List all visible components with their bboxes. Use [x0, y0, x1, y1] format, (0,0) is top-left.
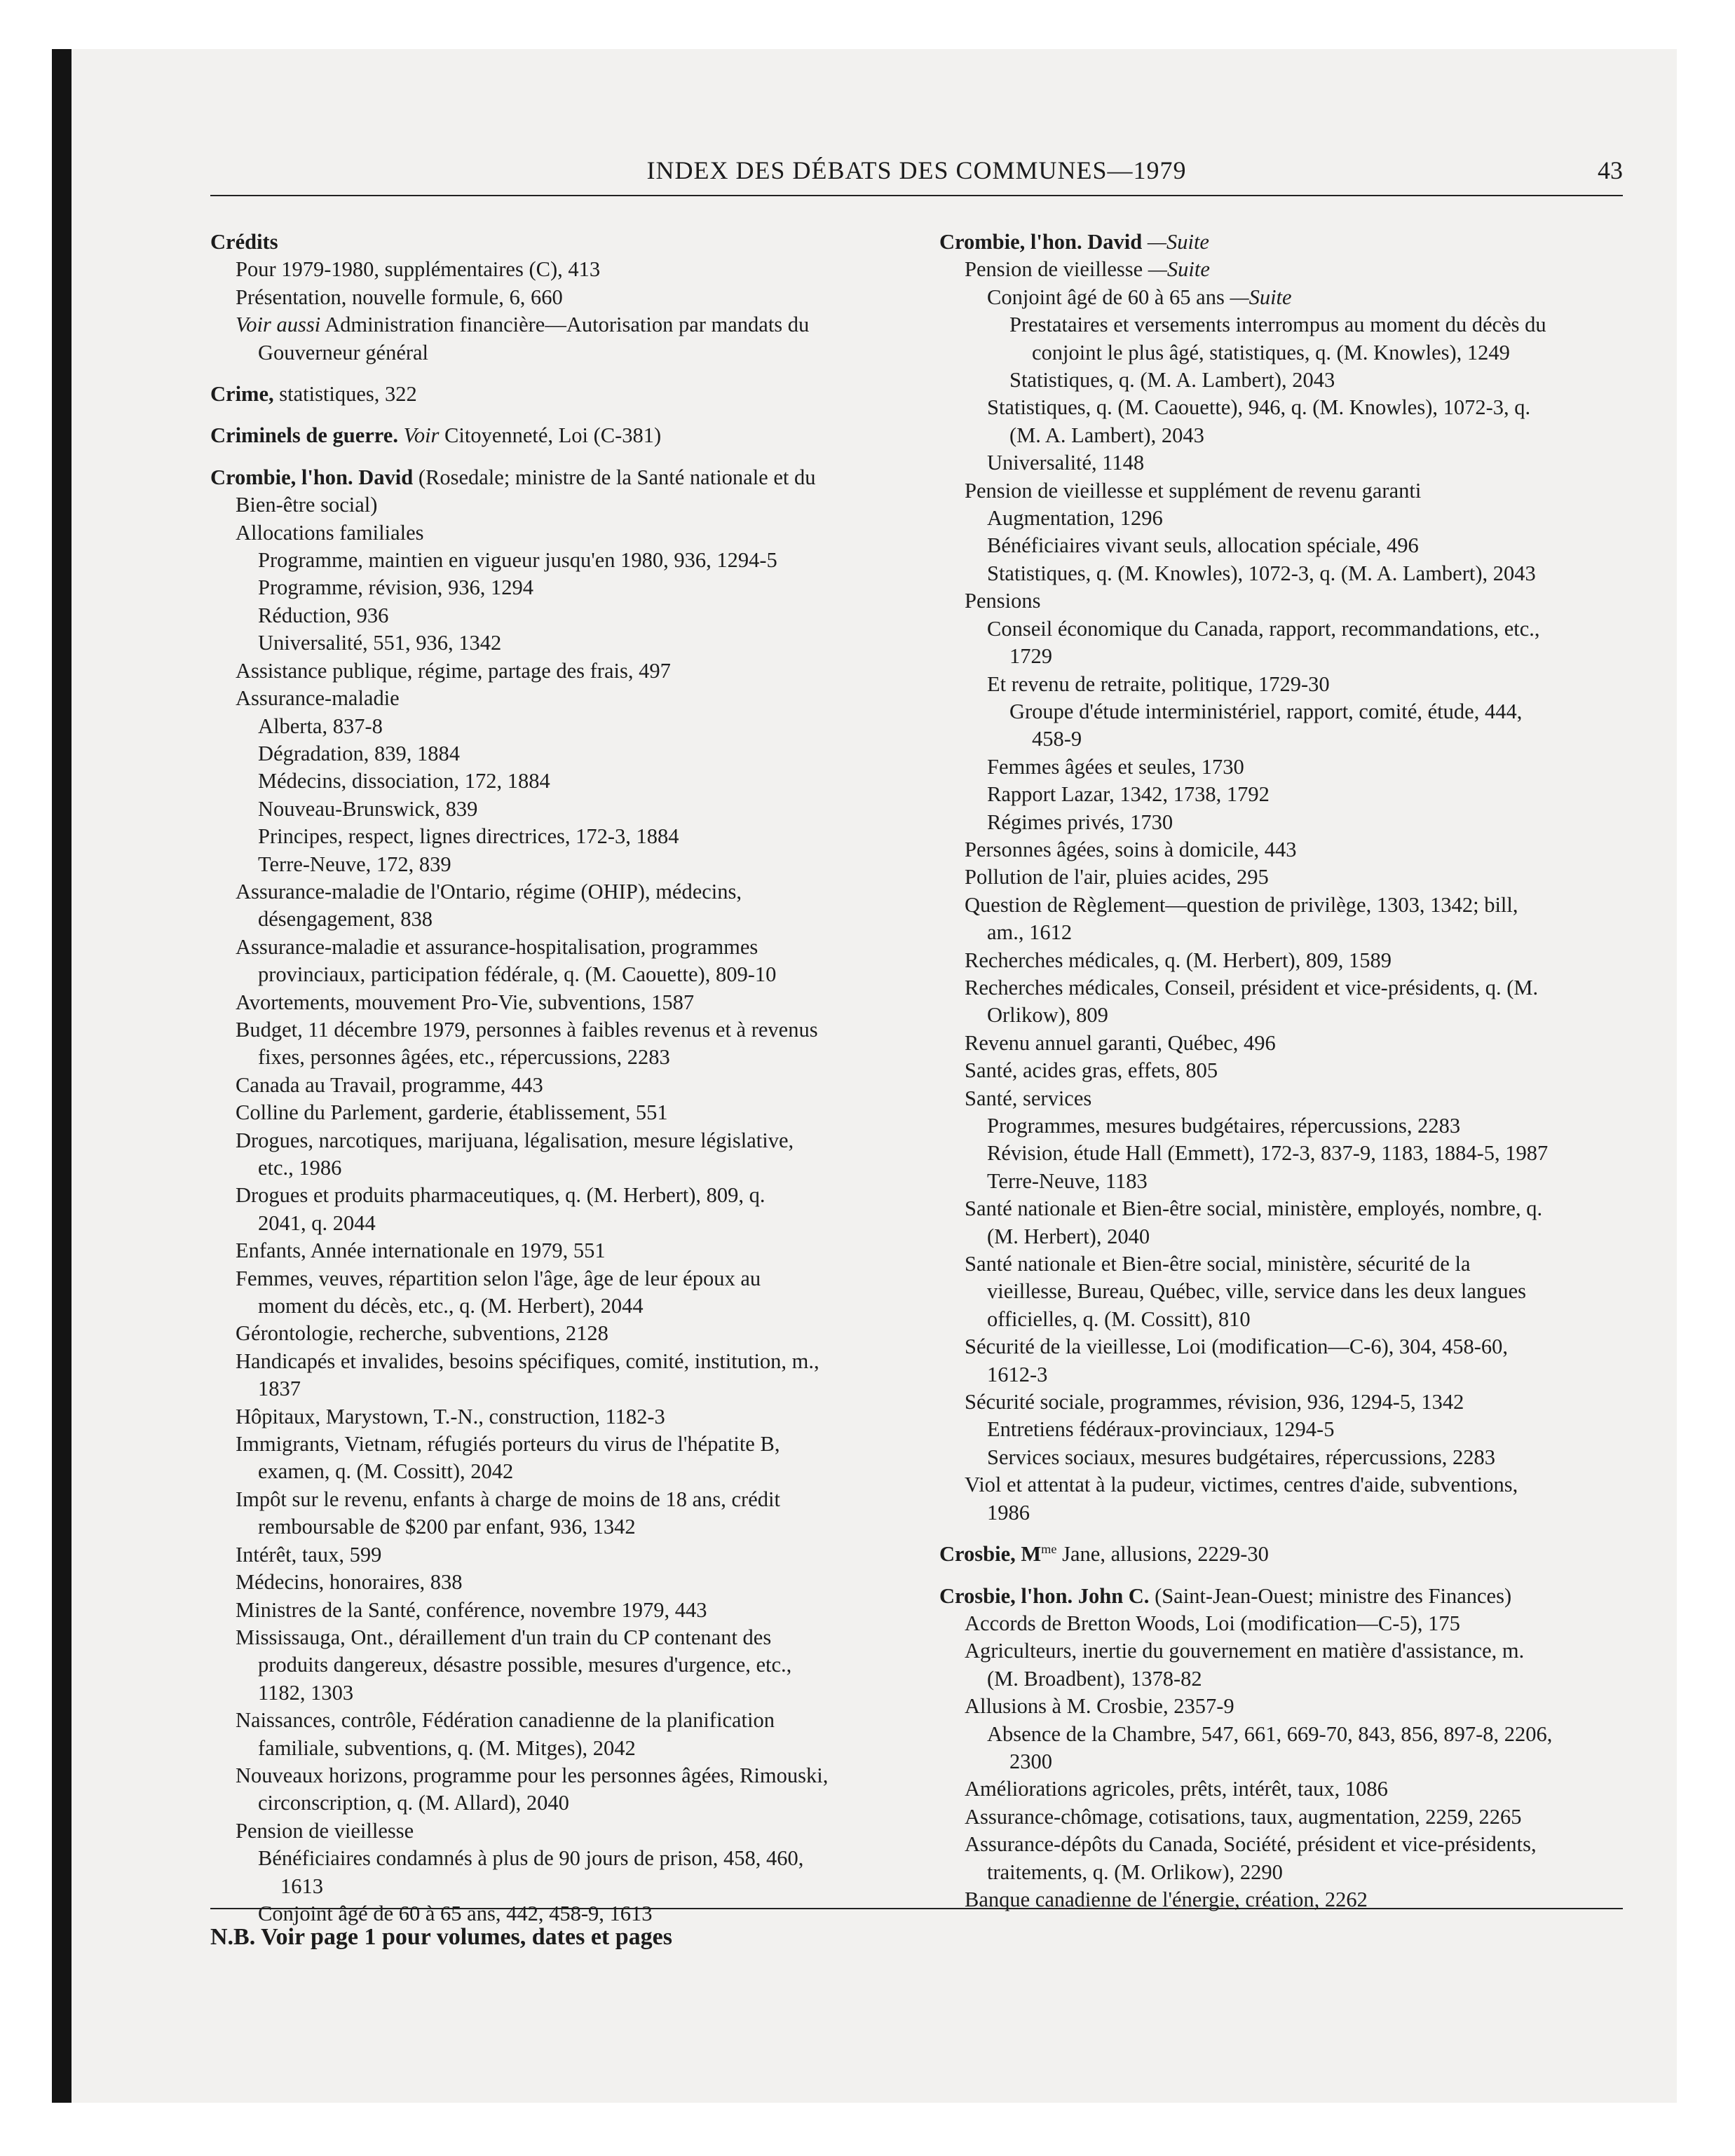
page-header	[210, 156, 1623, 198]
index-subentry: Canada au Travail, programme, 443	[236, 1072, 543, 1097]
index-continuation: 1729	[1009, 644, 1052, 669]
index-subentry: Bénéficiaires vivant seuls, allocation spéciale, 496	[987, 533, 1419, 558]
index-subentry: Santé, services	[965, 1086, 1092, 1110]
index-subentry: Entretiens fédéraux-provinciaux, 1294-5	[987, 1417, 1335, 1442]
index-heading: Crosbie, l'hon. John C. (Saint-Jean-Ouest; ministre des Finances)	[939, 1583, 1512, 1608]
index-subentry: Drogues, narcotiques, marijuana, légalisation, mesure législative,	[236, 1128, 794, 1152]
index-continuation: 1837	[258, 1377, 301, 1401]
voir-aussi: Voir aussi	[236, 313, 321, 337]
index-subentry: Viol et attentat à la pudeur, victimes, centres d'aide, subventions,	[965, 1473, 1518, 1497]
index-subentry: Avortements, mouvement Pro-Vie, subventions, 1587	[236, 990, 695, 1014]
index-subentry: Ministres de la Santé, conférence, novembre 1979, 443	[236, 1597, 707, 1622]
index-subentry: Immigrants, Vietnam, réfugiés porteurs du virus de l'hépatite B,	[236, 1432, 780, 1456]
index-subentry: Pension de vieillesse —Suite	[965, 257, 1210, 282]
index-subentry: Statistiques, q. (M. A. Lambert), 2043	[1009, 368, 1335, 393]
index-subentry: Nouveau-Brunswick, 839	[258, 796, 478, 821]
index-subentry: Alberta, 837-8	[258, 714, 383, 738]
index-subentry: Drogues et produits pharmaceutiques, q. (M. Herbert), 809, q.	[236, 1183, 766, 1208]
index-subentry: Programmes, mesures budgétaires, répercussions, 2283	[987, 1114, 1461, 1138]
index-continuation: 2041, q. 2044	[258, 1210, 376, 1235]
index-subentry: Pensions	[965, 589, 1041, 613]
index-subentry: Assurance-maladie et assurance-hospitalisation, programmes	[236, 934, 758, 959]
index-column-right	[939, 228, 1626, 1913]
index-subentry: Révision, étude Hall (Emmett), 172-3, 837-9, 1183, 1884-5, 1987	[987, 1141, 1549, 1166]
index-subentry: Pour 1979-1980, supplémentaires (C), 413	[236, 257, 601, 282]
index-subentry: Assurance-maladie	[236, 686, 400, 711]
index-continuation: 2300	[1009, 1749, 1052, 1773]
index-subentry: Universalité, 551, 936, 1342	[258, 631, 502, 655]
index-heading: Crombie, l'hon. David —Suite	[939, 230, 1209, 254]
index-subentry: Budget, 11 décembre 1979, personnes à faibles revenus et à revenus	[236, 1017, 818, 1042]
index-subentry: Hôpitaux, Marystown, T.-N., construction, 1182-3	[236, 1404, 665, 1428]
index-subentry: Enfants, Année internationale en 1979, 551	[236, 1239, 606, 1263]
index-continuation: produits dangereux, désastre possible, mesures d'urgence, etc.,	[258, 1653, 792, 1677]
index-subentry: Question de Règlement—question de privilège, 1303, 1342; bill,	[965, 892, 1518, 917]
index-continuation: remboursable de $200 par enfant, 936, 1342	[258, 1515, 636, 1539]
index-continuation: familiale, subventions, q. (M. Mitges), 2042	[258, 1735, 636, 1760]
index-subentry: Assurance-dépôts du Canada, Société, président et vice-présidents,	[965, 1832, 1537, 1857]
index-subentry: Augmentation, 1296	[987, 506, 1163, 531]
index-subentry: Intérêt, taux, 599	[236, 1542, 382, 1567]
index-subentry: Terre-Neuve, 172, 839	[258, 852, 451, 876]
index-heading: Criminels de guerre. Voir Citoyenneté, Loi (C-381)	[210, 423, 662, 448]
index-subentry: Assurance-chômage, cotisations, taux, augmentation, 2259, 2265	[965, 1804, 1522, 1829]
index-subentry: Et revenu de retraite, politique, 1729-30	[987, 671, 1330, 696]
index-continuation: vieillesse, Bureau, Québec, ville, service dans les deux langues	[987, 1279, 1527, 1304]
index-continuation: examen, q. (M. Cossitt), 2042	[258, 1459, 514, 1484]
index-continuation: Orlikow), 809	[987, 1003, 1108, 1028]
index-continuation: etc., 1986	[258, 1156, 342, 1180]
index-subentry: Bénéficiaires condamnés à plus de 90 jours de prison, 458, 460,	[258, 1846, 804, 1871]
index-subentry: Pension de vieillesse et supplément de revenu garanti	[965, 478, 1422, 503]
index-continuation: (M. Herbert), 2040	[987, 1224, 1150, 1248]
scan-edge	[52, 49, 72, 2103]
index-subentry: Pension de vieillesse	[236, 1818, 414, 1843]
index-continuation: moment du décès, etc., q. (M. Herbert), 2044	[258, 1294, 644, 1318]
index-continuation: circonscription, q. (M. Allard), 2040	[258, 1791, 569, 1815]
index-subentry: Naissances, contrôle, Fédération canadienne de la planification	[236, 1708, 775, 1733]
index-continuation: Gouverneur général	[258, 340, 429, 364]
index-subentry: Allusions à M. Crosbie, 2357-9	[965, 1694, 1234, 1719]
index-subentry: Médecins, dissociation, 172, 1884	[258, 769, 550, 793]
index-subentry: Services sociaux, mesures budgétaires, répercussions, 2283	[987, 1445, 1496, 1469]
index-column-left	[210, 228, 911, 1928]
index-subentry: Absence de la Chambre, 547, 661, 669-70, 843, 856, 897-8, 2206,	[987, 1721, 1553, 1746]
index-subentry: Prestataires et versements interrompus au moment du décès du	[1009, 313, 1546, 337]
index-subentry: Programme, maintien en vigueur jusqu'en 1980, 936, 1294-5	[258, 548, 777, 573]
index-subentry: Mississauga, Ont., déraillement d'un train du CP contenant des	[236, 1625, 772, 1649]
index-continuation: 1612-3	[987, 1362, 1048, 1386]
index-continuation: 458-9	[1032, 727, 1082, 751]
index-subentry: Statistiques, q. (M. Knowles), 1072-3, q. (M. A. Lambert), 2043	[987, 561, 1536, 585]
index-continuation: 1613	[280, 1874, 323, 1898]
index-heading: Crime, statistiques, 322	[210, 382, 417, 407]
index-subentry: Conjoint âgé de 60 à 65 ans, 442, 458-9, 1613	[258, 1901, 653, 1925]
index-subentry: Recherches médicales, q. (M. Herbert), 809, 1589	[965, 948, 1392, 972]
index-subentry: Réduction, 936	[258, 603, 389, 627]
index-subentry: Statistiques, q. (M. Caouette), 946, q. (M. Knowles), 1072-3, q.	[987, 395, 1531, 420]
index-subentry: Revenu annuel garanti, Québec, 496	[965, 1030, 1276, 1055]
index-subentry: Agriculteurs, inertie du gouvernement en matière d'assistance, m.	[965, 1639, 1525, 1663]
index-subentry: Femmes, veuves, répartition selon l'âge, âge de leur époux au	[236, 1266, 761, 1290]
index-subentry: Handicapés et invalides, besoins spécifiques, comité, institution, m.,	[236, 1349, 819, 1373]
index-subentry: Femmes âgées et seules, 1730	[987, 754, 1244, 779]
index-subentry: Programme, révision, 936, 1294	[258, 575, 534, 600]
index-continuation: (M. Broadbent), 1378-82	[987, 1666, 1202, 1691]
index-heading: Crombie, l'hon. David (Rosedale; ministre de la Santé nationale et du	[210, 465, 816, 489]
index-continuation: traitements, q. (M. Orlikow), 2290	[987, 1860, 1283, 1884]
index-subentry: Régimes privés, 1730	[987, 810, 1173, 834]
index-subentry: Dégradation, 839, 1884	[258, 741, 460, 765]
index-subentry: Universalité, 1148	[987, 451, 1145, 475]
index-subentry: Allocations familiales	[236, 520, 424, 545]
index-continuation: am., 1612	[987, 920, 1073, 945]
index-subentry: Groupe d'étude interministériel, rapport, comité, étude, 444,	[1009, 699, 1523, 723]
index-subentry: Pollution de l'air, pluies acides, 295	[965, 865, 1269, 889]
index-continuation: 1182, 1303	[258, 1680, 354, 1705]
index-continuation: 1986	[987, 1500, 1030, 1524]
index-subentry: Santé nationale et Bien-être social, ministère, sécurité de la	[965, 1252, 1471, 1276]
footer-note: N.B. Voir page 1 pour volumes, dates et pages	[210, 1924, 672, 1950]
index-continuation: provinciaux, participation fédérale, q. (M. Caouette), 809-10	[258, 962, 777, 987]
index-continuation: Bien-être social)	[236, 493, 378, 517]
index-subentry: Médecins, honoraires, 838	[236, 1570, 463, 1595]
index-subentry: Rapport Lazar, 1342, 1738, 1792	[987, 782, 1270, 807]
index-subentry: Terre-Neuve, 1183	[987, 1168, 1148, 1193]
index-subentry: Impôt sur le revenu, enfants à charge de moins de 18 ans, crédit	[236, 1487, 780, 1511]
index-subentry: Présentation, nouvelle formule, 6, 660	[236, 285, 563, 309]
header-rule	[210, 195, 1623, 196]
index-continuation: (M. A. Lambert), 2043	[1009, 423, 1204, 447]
index-subentry: Santé nationale et Bien-être social, ministère, employés, nombre, q.	[965, 1196, 1543, 1221]
index-subentry: Conjoint âgé de 60 à 65 ans —Suite	[987, 285, 1292, 309]
index-subentry: Accords de Bretton Woods, Loi (modification—C-5), 175	[965, 1611, 1460, 1635]
index-subentry: Sécurité de la vieillesse, Loi (modification—C-6), 304, 458-60,	[965, 1335, 1509, 1359]
page-number: 43	[1598, 156, 1623, 184]
index-continuation: désengagement, 838	[258, 907, 433, 932]
index-heading: Crédits	[210, 230, 278, 254]
index-subentry: Conseil économique du Canada, rapport, recommandations, etc.,	[987, 616, 1540, 641]
index-continuation: fixes, personnes âgées, etc., répercussions, 2283	[258, 1045, 670, 1070]
index-subentry: Banque canadienne de l'énergie, création, 2262	[965, 1887, 1368, 1911]
index-continuation: conjoint le plus âgé, statistiques, q. (M. Knowles), 1249	[1032, 340, 1510, 364]
index-subentry: Santé, acides gras, effets, 805	[965, 1058, 1218, 1083]
index-subentry: Assistance publique, régime, partage des frais, 497	[236, 658, 671, 683]
index-continuation: officielles, q. (M. Cossitt), 810	[987, 1306, 1251, 1331]
index-subentry: Sécurité sociale, programmes, révision, 936, 1294-5, 1342	[965, 1390, 1464, 1414]
header-title: INDEX DES DÉBATS DES COMMUNES—1979	[646, 156, 1187, 184]
index-subentry: Recherches médicales, Conseil, président et vice-présidents, q. (M.	[965, 975, 1539, 999]
index-subentry: Personnes âgées, soins à domicile, 443	[965, 837, 1297, 861]
index-subentry: Gérontologie, recherche, subventions, 2128	[236, 1321, 608, 1346]
index-subentry: Assurance-maladie de l'Ontario, régime (OHIP), médecins,	[236, 879, 742, 903]
index-subentry: Principes, respect, lignes directrices, 172-3, 1884	[258, 824, 679, 849]
index-subentry: Améliorations agricoles, prêts, intérêt, taux, 1086	[965, 1777, 1388, 1801]
index-subentry: Nouveaux horizons, programme pour les personnes âgées, Rimouski,	[236, 1763, 829, 1787]
index-subentry: Voir aussi Administration financière—Autorisation par mandats du	[236, 313, 810, 337]
index-heading: Crosbie, $M^{me}$ Jane, allusions, 2229-30	[939, 1541, 1269, 1567]
footer-rule	[210, 1908, 1623, 1909]
index-subentry: Colline du Parlement, garderie, établissement, 551	[236, 1100, 668, 1125]
